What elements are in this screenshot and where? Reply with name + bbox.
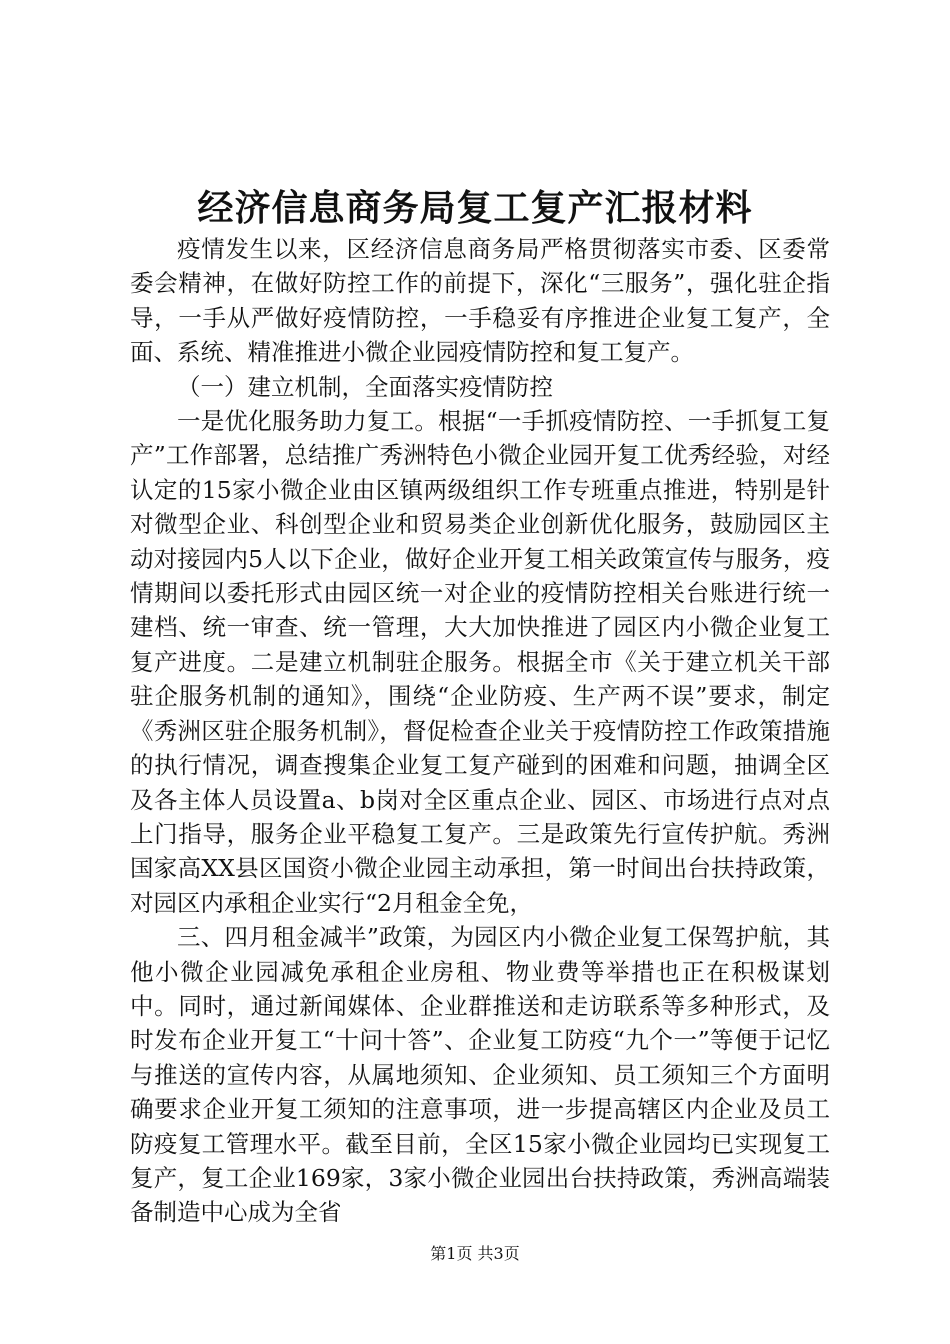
paragraph-measures: 一是优化服务助力复工。根据“一手抓疫情防控、一手抓复工复产”工作部署，总结推广秀洲特色小微企业园开复工优秀经验，对经认定的15家小微企业由区镇两级组织工作专班重点推进，特别是针对微型企业、科创型企业和贸易类企业创新优化服务，鼓励园区主动对接园内5人以下企业，做好企业开复工相关政策宣传与服务，疫情期间以委托形式由园区统一对企业的疫情防控相关台账进行统一建档、统一审查、统一管理，大大加快推进了园区内小微企业复工复产进度。二是建立机制驻企服务。根据全市《关于建立机关干部驻企服务机制的通知》，围绕“企业防疫、生产两不误”要求，制定《秀洲区驻企服务机制》，督促检查企业关于疫情防控工作政策措施的执行情况，调查搜集企业复工复产碰到的困难和问题，抽调全区及各主体人员设置a、b岗对全区重点企业、园区、市场进行点对点上门指导，服务企业平稳复工复产。三是政策先行宣传护航。秀洲国家高XX县区国资小微企业园主动承担，第一时间出台扶持政策，对园区内承租企业实行“2月租金全免， xyxy=(130,407,830,917)
document-title: 经济信息商务局复工复产汇报材料 xyxy=(197,187,753,229)
paragraph-continuation: 三、四月租金减半”政策，为园区内小微企业复工保驾护航，其他小微企业园减免承租企业房租、物业费等举措也正在积极谋划中。同时，通过新闻媒体、企业群推送和走访联系等多种形式，及时发布企业开复工“十问十答”、企业复工防疫“九个一”等便于记忆与推送的宣传内容，从属地须知、企业须知、员工须知三个方面明确要求企业开复工须知的注意事项，进一步提高辖区内企业及员工防疫复工管理水平。截至目前，全区15家小微企业园均已实现复工复产，复工企业169家，3家小微企业园出台扶持政策，秀洲高端装备制造中心成为全省 xyxy=(130,923,830,1227)
document-body xyxy=(130,232,830,1230)
page-number-footer: 第1页 共3页 xyxy=(430,1244,520,1263)
paragraph-intro: 疫情发生以来，区经济信息商务局严格贯彻落实市委、区委常委会精神，在做好防控工作的前提下，深化“三服务”，强化驻企指导，一手从严做好疫情防控，一手稳妥有序推进企业复工复产，全面、系统、精准推进小微企业园疫情防控和复工复产。 xyxy=(130,235,830,367)
section-heading: （一）建立机制，全面落实疫情防控 xyxy=(177,372,553,401)
